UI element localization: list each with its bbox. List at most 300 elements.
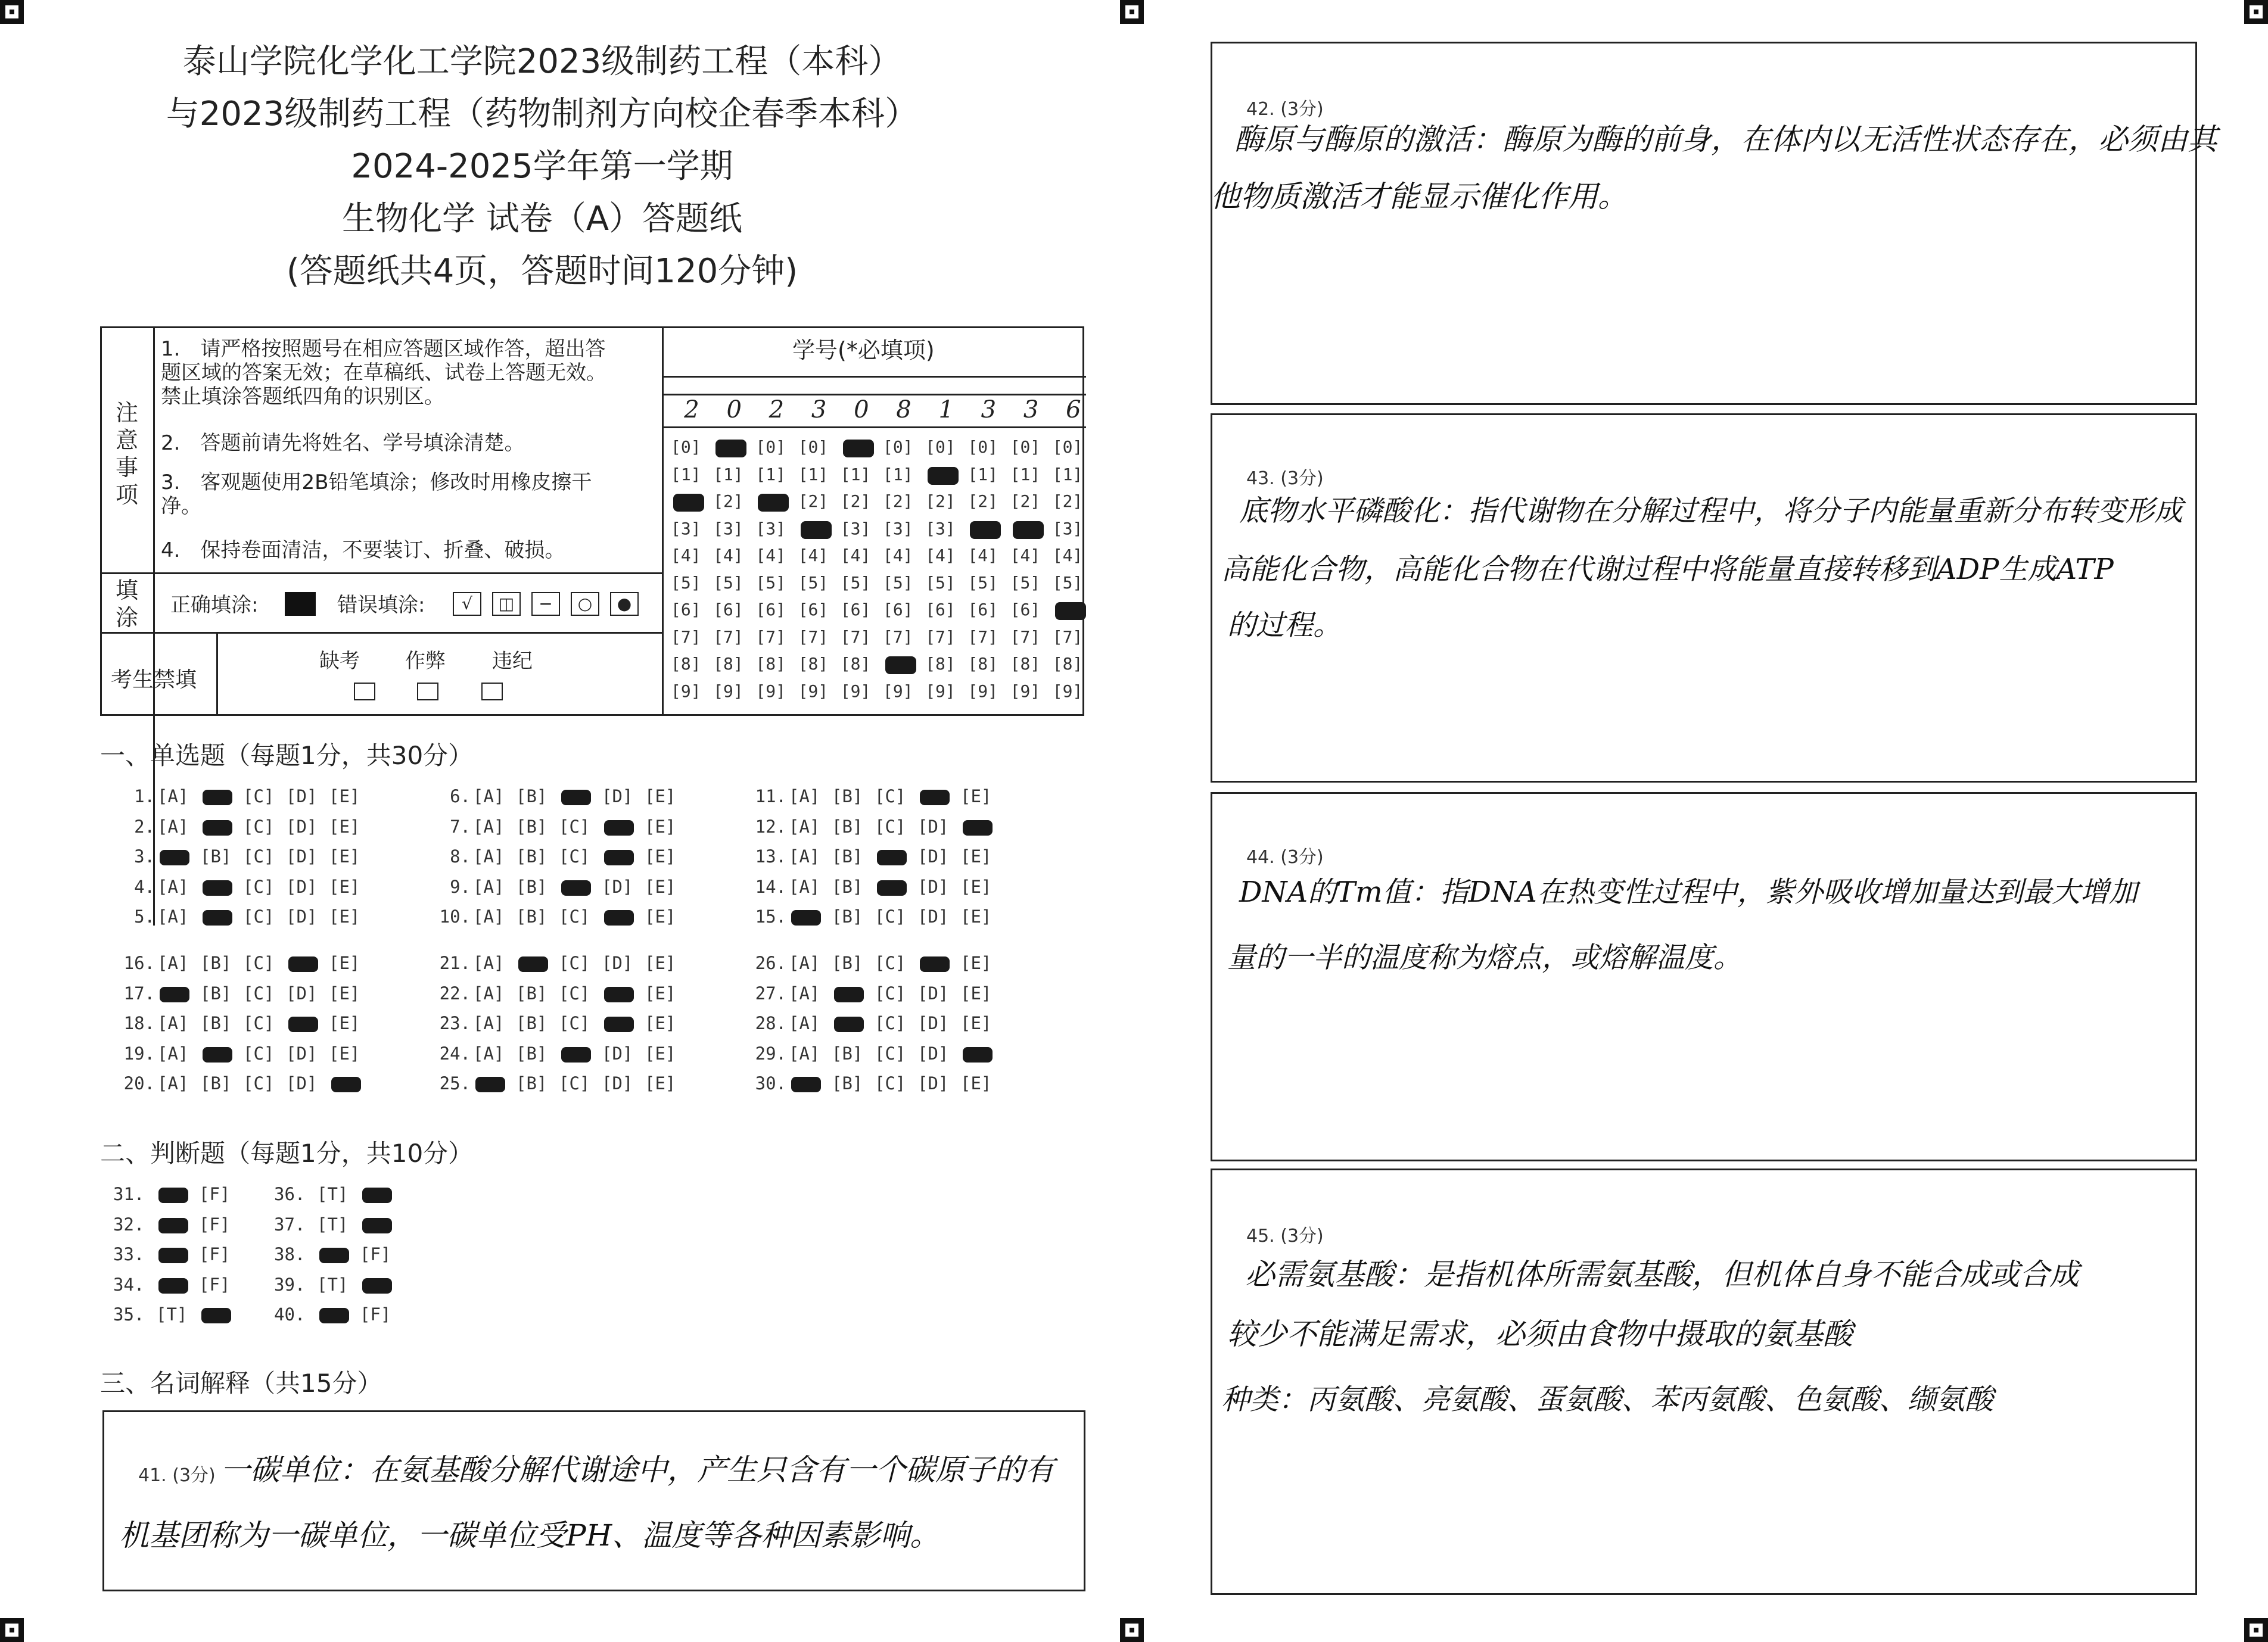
mc-bubble[interactable]: [E] bbox=[329, 953, 360, 973]
mc-bubble[interactable]: [C] bbox=[875, 1073, 906, 1093]
student-id-bubble[interactable]: [6] bbox=[798, 600, 829, 619]
mc-bubble[interactable]: [C] bbox=[559, 906, 590, 927]
student-id-bubble[interactable]: [0] bbox=[1010, 437, 1041, 457]
mc-bubble-filled[interactable] bbox=[203, 790, 232, 805]
mc-bubble[interactable]: [B] bbox=[200, 953, 232, 973]
mc-bubble[interactable]: [D] bbox=[917, 1013, 949, 1033]
student-id-bubble[interactable]: [8] bbox=[967, 654, 998, 674]
mc-bubble-filled[interactable] bbox=[561, 880, 591, 896]
mc-bubble[interactable]: [B] bbox=[832, 906, 863, 927]
student-id-bubble[interactable]: [9] bbox=[925, 681, 956, 701]
mc-bubble[interactable]: [C] bbox=[559, 816, 590, 837]
student-id-bubble[interactable]: [0] bbox=[798, 437, 829, 457]
mc-bubble[interactable]: [E] bbox=[329, 1043, 360, 1064]
mc-bubble[interactable]: [E] bbox=[645, 953, 676, 973]
tf-question-number: 38. bbox=[274, 1244, 306, 1264]
mc-bubble[interactable]: [A] bbox=[157, 816, 189, 837]
student-id-bubble[interactable]: [6] bbox=[967, 600, 998, 619]
student-id-bubble[interactable]: [8] bbox=[840, 654, 871, 674]
student-id-bubble[interactable]: [2] bbox=[798, 491, 829, 511]
mc-bubble[interactable]: [A] bbox=[789, 983, 820, 1004]
mc-bubble[interactable]: [C] bbox=[243, 1013, 275, 1033]
mc-bubble[interactable]: [C] bbox=[875, 906, 906, 927]
student-id-bubble[interactable]: [4] bbox=[883, 546, 913, 565]
mc-bubble[interactable]: [B] bbox=[516, 983, 547, 1004]
student-id-bubble[interactable]: [5] bbox=[798, 572, 829, 593]
mc-question-number: 29. bbox=[755, 1043, 786, 1064]
student-id-bubble[interactable]: [0] bbox=[925, 437, 956, 457]
student-id-bubble[interactable]: [4] bbox=[671, 546, 701, 565]
mc-bubble[interactable]: [A] bbox=[473, 1013, 505, 1033]
student-id-bubble[interactable]: [0] bbox=[883, 437, 913, 457]
q41-answer-line-2: 机基团称为一碳单位，一碳单位受PH、温度等各种因素影响。 bbox=[119, 1518, 940, 1553]
student-id-bubble[interactable]: [1] bbox=[755, 464, 786, 484]
student-id-bubble[interactable]: [1] bbox=[967, 464, 998, 484]
student-id-bubble[interactable]: [0] bbox=[967, 437, 998, 457]
tf-bubble[interactable]: [F] bbox=[199, 1274, 231, 1295]
student-id-bubble[interactable]: [7] bbox=[671, 627, 701, 647]
mc-bubble-filled[interactable] bbox=[561, 790, 591, 805]
tf-bubble-filled[interactable] bbox=[201, 1308, 231, 1323]
mc-bubble[interactable]: [D] bbox=[286, 846, 318, 867]
student-id-bubble[interactable]: [4] bbox=[840, 546, 871, 565]
q45-answer-line-1: 必需氨基酸：是指机体所需氨基酸，但机体自身不能合成或合成 bbox=[1245, 1257, 2079, 1292]
mc-bubble-filled[interactable] bbox=[160, 987, 189, 1002]
student-id-bubble-filled[interactable] bbox=[843, 440, 874, 457]
student-id-bubble[interactable]: [5] bbox=[967, 572, 998, 593]
student-id-bubble[interactable]: [4] bbox=[713, 546, 743, 565]
mc-bubble-filled[interactable] bbox=[877, 880, 907, 896]
student-id-bubble[interactable]: [7] bbox=[798, 627, 829, 647]
student-id-bubble[interactable]: [7] bbox=[755, 627, 786, 647]
mc-bubble[interactable]: [A] bbox=[789, 953, 820, 973]
mc-bubble[interactable]: [E] bbox=[645, 876, 676, 897]
student-id-bubble[interactable]: [2] bbox=[1010, 491, 1041, 511]
student-id-bubble[interactable]: [4] bbox=[1052, 546, 1083, 565]
mc-bubble[interactable]: [D] bbox=[602, 953, 633, 973]
student-id-bubble[interactable]: [5] bbox=[1010, 572, 1041, 593]
student-id-bubble[interactable]: [3] bbox=[713, 518, 743, 538]
tf-bubble[interactable]: [F] bbox=[199, 1214, 231, 1235]
mc-bubble-filled[interactable] bbox=[920, 790, 950, 805]
student-id-bubble[interactable]: [6] bbox=[713, 600, 743, 619]
student-id-bubble[interactable]: [5] bbox=[713, 572, 743, 593]
mc-bubble[interactable]: [E] bbox=[645, 1043, 676, 1064]
mc-bubble[interactable]: [A] bbox=[473, 786, 505, 806]
mc-bubble[interactable]: [A] bbox=[789, 786, 820, 806]
tf-bubble-filled[interactable] bbox=[158, 1278, 188, 1294]
mc-bubble[interactable]: [E] bbox=[960, 876, 992, 897]
mc-bubble-filled[interactable] bbox=[561, 1047, 591, 1063]
mc-bubble-filled[interactable] bbox=[203, 1047, 232, 1063]
student-id-bubble[interactable]: [1] bbox=[883, 464, 913, 484]
mc-bubble[interactable]: [E] bbox=[960, 906, 992, 927]
student-id-bubble[interactable]: [7] bbox=[840, 627, 871, 647]
student-id-digit: 2 bbox=[684, 396, 699, 423]
mc-bubble[interactable]: [B] bbox=[832, 846, 863, 867]
student-id-bubble[interactable]: [9] bbox=[755, 681, 786, 701]
mc-bubble-filled[interactable] bbox=[203, 820, 232, 836]
student-id-bubble[interactable]: [8] bbox=[1010, 654, 1041, 674]
student-id-bubble[interactable]: [3] bbox=[1052, 518, 1083, 538]
mc-bubble[interactable]: [B] bbox=[832, 1073, 863, 1093]
mc-bubble[interactable]: [A] bbox=[789, 1013, 820, 1033]
mc-bubble[interactable]: [E] bbox=[645, 1013, 676, 1033]
student-id-bubble[interactable]: [3] bbox=[671, 518, 701, 538]
mc-bubble[interactable]: [B] bbox=[200, 983, 232, 1004]
student-id-bubble[interactable]: [4] bbox=[1010, 546, 1041, 565]
student-id-bubble[interactable]: [4] bbox=[967, 546, 998, 565]
mc-bubble-filled[interactable] bbox=[203, 880, 232, 896]
mc-bubble[interactable]: [E] bbox=[645, 786, 676, 806]
mc-bubble[interactable]: [E] bbox=[960, 953, 992, 973]
student-id-bubble[interactable]: [6] bbox=[840, 600, 871, 619]
mc-bubble[interactable]: [A] bbox=[789, 876, 820, 897]
mc-bubble-filled[interactable] bbox=[834, 1017, 864, 1032]
mc-bubble-filled[interactable] bbox=[791, 1077, 821, 1092]
mc-bubble[interactable]: [E] bbox=[645, 846, 676, 867]
mc-bubble[interactable]: [B] bbox=[516, 906, 547, 927]
student-id-bubble[interactable]: [9] bbox=[1052, 681, 1083, 701]
mc-question-number: 10. bbox=[439, 906, 471, 927]
mc-bubble[interactable]: [D] bbox=[602, 1043, 633, 1064]
student-id-bubble[interactable]: [7] bbox=[1052, 627, 1083, 647]
tf-bubble-filled[interactable] bbox=[319, 1248, 349, 1263]
mc-bubble[interactable]: [B] bbox=[516, 846, 547, 867]
mc-bubble[interactable]: [A] bbox=[157, 1073, 189, 1093]
student-id-bubble[interactable]: [3] bbox=[883, 518, 913, 538]
mc-bubble[interactable]: [D] bbox=[602, 876, 633, 897]
mc-bubble[interactable]: [C] bbox=[243, 906, 275, 927]
student-id-bubble[interactable]: [9] bbox=[967, 681, 998, 701]
mc-bubble[interactable]: [C] bbox=[243, 953, 275, 973]
student-id-bubble[interactable]: [5] bbox=[671, 572, 701, 593]
mc-bubble[interactable]: [C] bbox=[559, 953, 590, 973]
student-id-bubble-filled[interactable] bbox=[758, 494, 789, 512]
q45-label: 45. (3分) bbox=[1246, 1226, 1324, 1247]
mc-bubble[interactable]: [A] bbox=[473, 953, 505, 973]
student-id-digit: 0 bbox=[854, 396, 869, 423]
student-id-bubble[interactable]: [5] bbox=[925, 572, 956, 593]
mc-bubble[interactable]: [C] bbox=[875, 816, 906, 837]
fill-wrong-label: 错误填涂: bbox=[337, 593, 425, 617]
mc-bubble[interactable]: [B] bbox=[516, 816, 547, 837]
corner-marker-bottom-left bbox=[0, 1618, 24, 1642]
mc-bubble[interactable]: [D] bbox=[286, 1073, 318, 1093]
mc-bubble[interactable]: [A] bbox=[789, 816, 820, 837]
mc-bubble-filled[interactable] bbox=[288, 1017, 318, 1032]
mc-bubble[interactable]: [C] bbox=[559, 983, 590, 1004]
student-id-bubble[interactable]: [7] bbox=[713, 627, 743, 647]
student-id-digit: 6 bbox=[1066, 396, 1081, 423]
mc-bubble[interactable]: [A] bbox=[473, 1043, 505, 1064]
mc-bubble-filled[interactable] bbox=[604, 820, 634, 836]
mc-question-number: 23. bbox=[439, 1013, 471, 1033]
mc-bubble[interactable]: [C] bbox=[559, 846, 590, 867]
student-id-bubble[interactable]: [8] bbox=[755, 654, 786, 674]
tf-bubble[interactable]: [T] bbox=[317, 1274, 349, 1295]
student-id-bubble-filled[interactable] bbox=[673, 494, 704, 512]
student-id-bubble[interactable]: [3] bbox=[755, 518, 786, 538]
mc-bubble[interactable]: [D] bbox=[286, 786, 318, 806]
mc-bubble[interactable]: [A] bbox=[789, 1043, 820, 1064]
mc-bubble-filled[interactable] bbox=[518, 956, 548, 972]
student-id-bubble[interactable]: [9] bbox=[798, 681, 829, 701]
mc-bubble-filled[interactable] bbox=[963, 1047, 993, 1063]
student-id-bubble[interactable]: [4] bbox=[798, 546, 829, 565]
student-id-bubble[interactable]: [1] bbox=[1052, 464, 1083, 484]
mc-bubble[interactable]: [E] bbox=[645, 1073, 676, 1093]
tf-bubble-filled[interactable] bbox=[362, 1278, 392, 1294]
student-id-bubble[interactable]: [6] bbox=[755, 600, 786, 619]
mc-bubble[interactable]: [B] bbox=[832, 953, 863, 973]
mc-bubble[interactable]: [E] bbox=[329, 983, 360, 1004]
mc-bubble[interactable]: [B] bbox=[200, 846, 232, 867]
mc-bubble-filled[interactable] bbox=[203, 910, 232, 926]
student-id-bubble[interactable]: [1] bbox=[840, 464, 871, 484]
student-id-bubble[interactable]: [5] bbox=[1052, 572, 1083, 593]
mc-bubble[interactable]: [E] bbox=[329, 1013, 360, 1033]
header-line-2: 与2023级制药工程（药物制剂方向校企春季本科） bbox=[166, 95, 919, 133]
tf-bubble-filled[interactable] bbox=[362, 1218, 392, 1233]
student-id-bubble-filled[interactable] bbox=[970, 521, 1001, 539]
mc-question-number: 24. bbox=[439, 1043, 471, 1064]
mc-bubble[interactable]: [E] bbox=[960, 1013, 992, 1033]
mc-bubble-filled[interactable] bbox=[288, 956, 318, 972]
student-id-bubble[interactable]: [7] bbox=[1010, 627, 1041, 647]
student-id-bubble[interactable]: [5] bbox=[883, 572, 913, 593]
student-id-bubble[interactable]: [7] bbox=[883, 627, 913, 647]
student-id-bubble[interactable]: [4] bbox=[755, 546, 786, 565]
mc-bubble[interactable]: [D] bbox=[286, 876, 318, 897]
mc-bubble[interactable]: [E] bbox=[329, 876, 360, 897]
tf-question-number: 34. bbox=[113, 1274, 145, 1295]
student-id-bubble[interactable]: [2] bbox=[883, 491, 913, 511]
mc-bubble[interactable]: [C] bbox=[243, 876, 275, 897]
student-id-bubble[interactable]: [3] bbox=[840, 518, 871, 538]
student-id-bubble[interactable]: [9] bbox=[671, 681, 701, 701]
student-id-bubble[interactable]: [7] bbox=[967, 627, 998, 647]
mc-bubble[interactable]: [D] bbox=[917, 816, 949, 837]
mc-bubble-filled[interactable] bbox=[604, 1017, 634, 1032]
mc-bubble[interactable]: [C] bbox=[875, 786, 906, 806]
mc-bubble[interactable]: [D] bbox=[286, 906, 318, 927]
mc-question-number: 11. bbox=[755, 786, 786, 806]
student-id-bubble[interactable]: [2] bbox=[1052, 491, 1083, 511]
cheat-checkbox[interactable] bbox=[417, 683, 438, 700]
mc-bubble[interactable]: [B] bbox=[516, 1073, 547, 1093]
mc-bubble-filled[interactable] bbox=[475, 1077, 505, 1092]
student-id-bubble[interactable]: [6] bbox=[925, 600, 956, 619]
student-id-bubble[interactable]: [1] bbox=[713, 464, 743, 484]
student-id-bubble[interactable]: [5] bbox=[755, 572, 786, 593]
mc-bubble[interactable]: [C] bbox=[875, 1043, 906, 1064]
student-id-bubble[interactable]: [5] bbox=[840, 572, 871, 593]
student-id-bubble[interactable]: [2] bbox=[967, 491, 998, 511]
mc-bubble[interactable]: [A] bbox=[157, 786, 189, 806]
student-id-bubble-filled[interactable] bbox=[1013, 521, 1044, 539]
mc-bubble[interactable]: [D] bbox=[917, 846, 949, 867]
mc-bubble[interactable]: [C] bbox=[875, 953, 906, 973]
mc-bubble[interactable]: [D] bbox=[602, 1073, 633, 1093]
mc-bubble[interactable]: [E] bbox=[329, 816, 360, 837]
student-id-bubble[interactable]: [1] bbox=[1010, 464, 1041, 484]
student-id-bubble[interactable]: [8] bbox=[798, 654, 829, 674]
student-id-bubble[interactable]: [9] bbox=[1010, 681, 1041, 701]
mc-bubble[interactable]: [A] bbox=[157, 906, 189, 927]
mc-bubble[interactable]: [B] bbox=[832, 816, 863, 837]
tf-bubble[interactable]: [F] bbox=[199, 1244, 231, 1264]
mc-bubble[interactable]: [A] bbox=[157, 1013, 189, 1033]
student-id-bubble-filled[interactable] bbox=[715, 440, 746, 457]
mc-bubble[interactable]: [B] bbox=[832, 876, 863, 897]
mc-bubble-filled[interactable] bbox=[920, 956, 950, 972]
student-id-bubble[interactable]: [6] bbox=[671, 600, 701, 619]
mc-bubble[interactable]: [D] bbox=[286, 816, 318, 837]
mc-bubble[interactable]: [A] bbox=[157, 1043, 189, 1064]
mc-bubble[interactable]: [E] bbox=[645, 816, 676, 837]
mc-question-number: 14. bbox=[755, 876, 786, 897]
mc-bubble-filled[interactable] bbox=[791, 910, 821, 926]
student-id-bubble[interactable]: [1] bbox=[798, 464, 829, 484]
student-id-bubble-filled[interactable] bbox=[885, 656, 916, 674]
mc-question-number: 4. bbox=[134, 876, 155, 897]
mc-bubble-filled[interactable] bbox=[877, 850, 907, 865]
student-id-bubble[interactable]: [1] bbox=[671, 464, 701, 484]
mc-bubble[interactable]: [C] bbox=[243, 816, 275, 837]
student-id-bubble[interactable]: [6] bbox=[1010, 600, 1041, 619]
mc-bubble[interactable]: [C] bbox=[559, 1013, 590, 1033]
mc-bubble-filled[interactable] bbox=[331, 1077, 361, 1092]
q42-answer-line-1: 酶原与酶原的激活：酶原为酶的前身，在体内以无活性状态存在，必须由其 bbox=[1234, 122, 2217, 157]
mc-bubble[interactable]: [C] bbox=[875, 1013, 906, 1033]
mc-bubble[interactable]: [E] bbox=[645, 906, 676, 927]
mc-bubble[interactable]: [E] bbox=[960, 846, 992, 867]
mc-bubble[interactable]: [D] bbox=[917, 1073, 949, 1093]
mc-bubble[interactable]: [B] bbox=[200, 1073, 232, 1093]
mc-bubble[interactable]: [E] bbox=[329, 906, 360, 927]
mc-bubble[interactable]: [C] bbox=[243, 1073, 275, 1093]
mc-question-number: 12. bbox=[755, 816, 786, 837]
tf-bubble[interactable]: [T] bbox=[317, 1184, 349, 1204]
mc-bubble[interactable]: [C] bbox=[875, 983, 906, 1004]
student-id-bubble[interactable]: [3] bbox=[925, 518, 956, 538]
student-id-bubble[interactable]: [6] bbox=[883, 600, 913, 619]
mc-bubble[interactable]: [B] bbox=[516, 1043, 547, 1064]
student-id-bubble[interactable]: [0] bbox=[1052, 437, 1083, 457]
tf-bubble-filled[interactable] bbox=[158, 1188, 188, 1203]
tf-bubble-filled[interactable] bbox=[158, 1218, 188, 1233]
mc-bubble[interactable]: [B] bbox=[832, 1043, 863, 1064]
student-id-bubble-filled[interactable] bbox=[1055, 602, 1086, 620]
student-id-bubble[interactable]: [8] bbox=[925, 654, 956, 674]
mc-bubble[interactable]: [A] bbox=[473, 906, 505, 927]
tf-bubble[interactable]: [F] bbox=[199, 1184, 231, 1204]
mc-bubble[interactable]: [D] bbox=[917, 1043, 949, 1064]
mc-bubble[interactable]: [E] bbox=[645, 983, 676, 1004]
student-id-bubble[interactable]: [2] bbox=[925, 491, 956, 511]
mc-bubble[interactable]: [A] bbox=[473, 816, 505, 837]
student-id-bubble[interactable]: [9] bbox=[713, 681, 743, 701]
mc-bubble[interactable]: [E] bbox=[329, 786, 360, 806]
q41-answer-line-1: 一碳单位：在氨基酸分解代谢途中，产生只含有一个碳原子的有 bbox=[220, 1453, 1054, 1487]
student-id-bubble[interactable]: [0] bbox=[671, 437, 701, 457]
student-id-bubble[interactable]: [8] bbox=[713, 654, 743, 674]
mc-bubble[interactable]: [E] bbox=[960, 1073, 992, 1093]
mc-bubble-filled[interactable] bbox=[834, 987, 864, 1002]
mc-bubble[interactable]: [D] bbox=[602, 786, 633, 806]
mc-bubble[interactable]: [B] bbox=[200, 1013, 232, 1033]
tf-bubble[interactable]: [F] bbox=[360, 1304, 391, 1325]
student-id-bubble[interactable]: [2] bbox=[840, 491, 871, 511]
mc-bubble-filled[interactable] bbox=[604, 910, 634, 926]
mc-bubble-filled[interactable] bbox=[160, 850, 189, 865]
mc-bubble[interactable]: [D] bbox=[286, 983, 318, 1004]
tf-bubble[interactable]: [F] bbox=[360, 1244, 391, 1264]
tf-bubble[interactable]: [T] bbox=[317, 1214, 349, 1235]
tf-bubble[interactable]: [T] bbox=[156, 1304, 188, 1325]
mc-bubble[interactable]: [E] bbox=[960, 786, 992, 806]
tf-bubble-filled[interactable] bbox=[319, 1308, 349, 1323]
tf-bubble-filled[interactable] bbox=[158, 1248, 188, 1263]
student-id-bubble-filled[interactable] bbox=[928, 467, 959, 485]
absent-checkbox[interactable] bbox=[354, 683, 375, 700]
mc-bubble[interactable]: [E] bbox=[329, 846, 360, 867]
mc-bubble[interactable]: [B] bbox=[516, 786, 547, 806]
mc-bubble[interactable]: [A] bbox=[157, 953, 189, 973]
student-id-bubble[interactable]: [9] bbox=[840, 681, 871, 701]
mc-bubble[interactable]: [C] bbox=[243, 786, 275, 806]
student-id-bubble[interactable]: [0] bbox=[755, 437, 786, 457]
mc-question-number: 6. bbox=[450, 786, 471, 806]
student-id-bubble[interactable]: [7] bbox=[925, 627, 956, 647]
tf-question-number: 40. bbox=[274, 1304, 306, 1325]
forbidden-violation: 违纪 bbox=[492, 649, 533, 673]
mc-bubble[interactable]: [C] bbox=[243, 983, 275, 1004]
mc-bubble[interactable]: [D] bbox=[286, 1043, 318, 1064]
student-id-bubble[interactable]: [9] bbox=[883, 681, 913, 701]
student-id-bubble[interactable]: [2] bbox=[713, 491, 743, 511]
mc-bubble[interactable]: [A] bbox=[473, 983, 505, 1004]
mc-bubble[interactable]: [A] bbox=[789, 846, 820, 867]
mc-bubble-filled[interactable] bbox=[604, 850, 634, 865]
mc-bubble[interactable]: [C] bbox=[559, 1073, 590, 1093]
mc-bubble[interactable]: [A] bbox=[473, 846, 505, 867]
student-id-bubble[interactable]: [8] bbox=[671, 654, 701, 674]
q43-answer-line-3: 的过程。 bbox=[1227, 609, 1342, 642]
mc-bubble[interactable]: [C] bbox=[243, 846, 275, 867]
mc-bubble[interactable]: [D] bbox=[917, 876, 949, 897]
mc-bubble-filled[interactable] bbox=[963, 820, 993, 836]
mc-question-number: 21. bbox=[439, 953, 471, 973]
mc-bubble[interactable]: [D] bbox=[917, 983, 949, 1004]
mc-bubble[interactable]: [B] bbox=[516, 876, 547, 897]
mc-bubble[interactable]: [B] bbox=[516, 1013, 547, 1033]
mc-bubble[interactable]: [E] bbox=[960, 983, 992, 1004]
student-id-bubble[interactable]: [8] bbox=[1052, 654, 1083, 674]
student-id-bubble-filled[interactable] bbox=[801, 521, 832, 539]
mc-bubble[interactable]: [D] bbox=[917, 906, 949, 927]
mc-bubble[interactable]: [B] bbox=[832, 786, 863, 806]
mc-bubble-filled[interactable] bbox=[604, 987, 634, 1002]
mc-bubble[interactable]: [C] bbox=[243, 1043, 275, 1064]
mc-bubble[interactable]: [A] bbox=[473, 876, 505, 897]
mc-bubble[interactable]: [A] bbox=[157, 876, 189, 897]
violation-checkbox[interactable] bbox=[481, 683, 503, 700]
tf-bubble-filled[interactable] bbox=[362, 1188, 392, 1203]
mc-question-number: 2. bbox=[134, 816, 155, 837]
student-id-bubble[interactable]: [4] bbox=[925, 546, 956, 565]
